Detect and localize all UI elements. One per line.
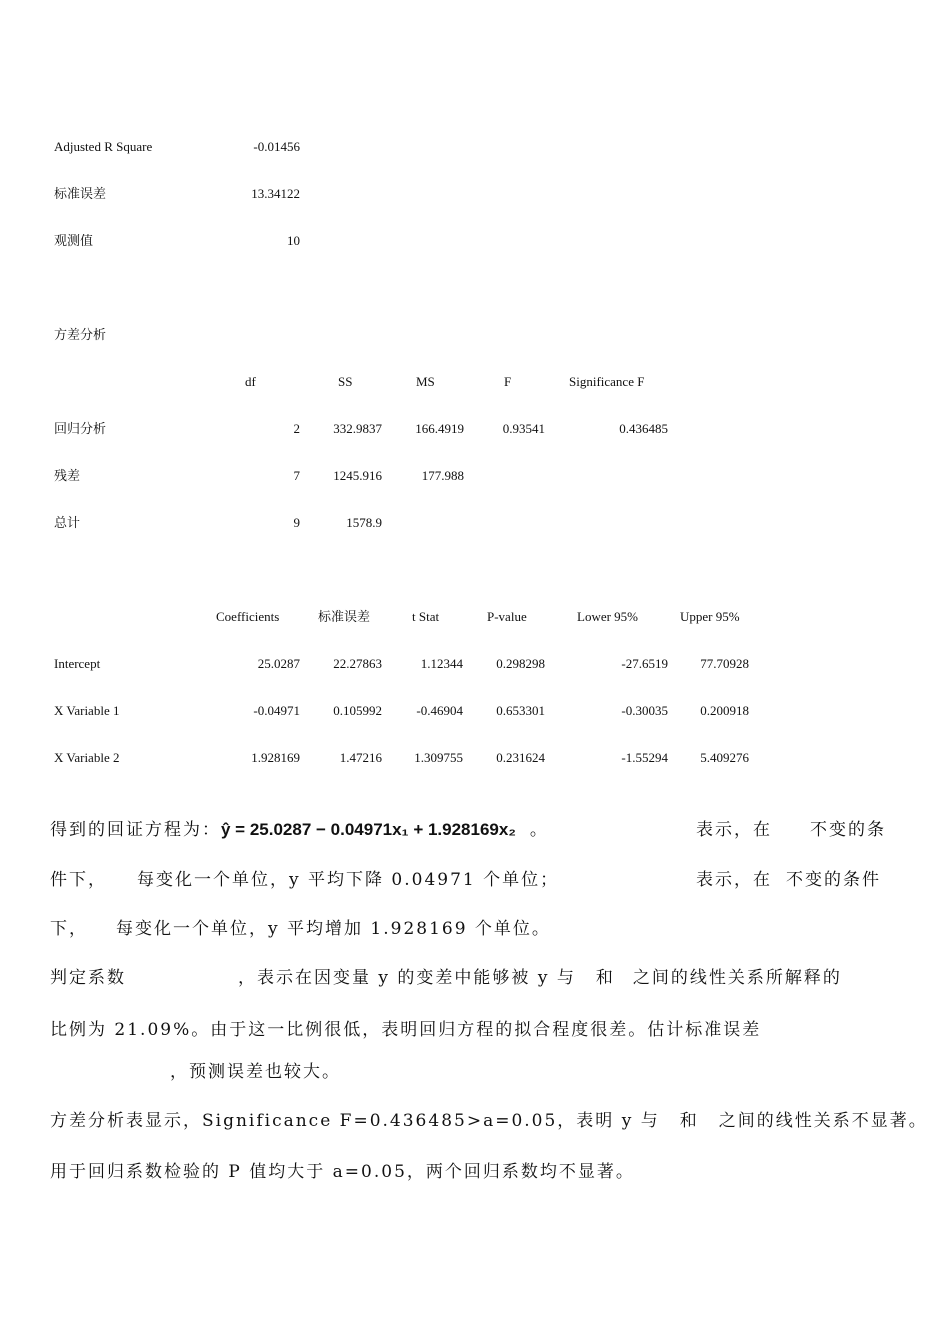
coef-cell: -1.55294: [621, 750, 668, 765]
para-line-7: [50, 1110, 928, 1132]
para-line-1: [50, 819, 549, 841]
para-line-2: [50, 869, 559, 891]
coef-cell: 0.231624: [496, 750, 545, 765]
text: 。: [529, 820, 549, 840]
anova-cell: 0.93541: [502, 421, 545, 436]
stat-value: -0.01456: [253, 139, 300, 154]
coef-cell: 0.298298: [496, 656, 545, 671]
regression-equation: ŷ = 25.0287 − 0.04971x₁ + 1.928169x₂: [221, 820, 516, 839]
text: ，表示在因变量 y 的变差中能够被 y 与: [238, 968, 576, 988]
coef-header: Lower 95%: [577, 609, 639, 624]
stat-value: 13.34122: [251, 186, 300, 201]
anova-title: 方差分析: [54, 327, 107, 342]
coef-cell: 0.200918: [700, 703, 749, 718]
coef-header: Upper 95%: [680, 609, 740, 624]
anova-header-f: F: [504, 374, 512, 389]
text: 件下，: [50, 870, 107, 890]
text: 判定系数: [50, 968, 126, 988]
coef-cell: 25.0287: [257, 656, 300, 671]
text: 之间的线性关系所解释的: [632, 968, 842, 988]
para-line-1-right: [696, 819, 886, 841]
para-line-2-right: [696, 869, 881, 891]
coef-header: 标准误差: [318, 609, 371, 624]
text: 每变化一个单位，y 平均增加 1.928169 个单位。: [116, 919, 551, 939]
text: 得到的回证方程为：: [50, 820, 221, 840]
stat-label: 标准误差: [54, 186, 107, 201]
anova-row-label: 总计: [54, 515, 81, 530]
anova-header-ms: MS: [416, 374, 435, 389]
text: 和: [679, 1111, 699, 1131]
coef-cell: 1.47216: [339, 750, 382, 765]
anova-cell: 2: [293, 421, 300, 436]
coef-header: P-value: [487, 609, 527, 624]
para-line-8: 用于回归系数检验的 P 值均大于 a=0.05，两个回归系数均不显著。: [50, 1162, 635, 1182]
coef-cell: -0.30035: [621, 703, 668, 718]
para-line-3: [50, 918, 551, 940]
para-line-5: 比例为 21.09%。由于这一比例很低，表明回归方程的拟合程度很差。估计标准误差: [50, 1020, 762, 1040]
anova-cell: 0.436485: [619, 421, 668, 436]
text: 不变的条: [810, 820, 886, 840]
coef-cell: 77.70928: [700, 656, 749, 671]
text: 表示，在: [696, 870, 772, 890]
coef-cell: 0.105992: [333, 703, 382, 718]
para-line-4: [50, 967, 842, 989]
coef-cell: -27.6519: [621, 656, 668, 671]
anova-cell: 1578.9: [346, 515, 382, 530]
text: 表示，在: [696, 820, 772, 840]
text: 方差分析表显示，Significance F=0.436485>a=0.05，表明 y 与: [50, 1111, 660, 1131]
anova-row-label: 残差: [54, 468, 81, 483]
anova-cell: 166.4919: [415, 421, 464, 436]
coef-cell: 22.27863: [333, 656, 382, 671]
anova-header-sigf: Significance F: [569, 374, 645, 389]
coef-header: t Stat: [412, 609, 440, 624]
stat-value: 10: [287, 233, 300, 248]
coef-cell: 1.309755: [414, 750, 463, 765]
anova-cell: 177.988: [421, 468, 464, 483]
stat-label: 观测值: [54, 233, 94, 248]
coef-cell: -0.04971: [253, 703, 300, 718]
text: 之间的线性关系不显著。: [718, 1111, 928, 1131]
coef-cell: 1.12344: [420, 656, 463, 671]
text: 和: [595, 968, 615, 988]
anova-cell: 7: [293, 468, 300, 483]
anova-cell: 9: [293, 515, 300, 530]
coef-row-label: Intercept: [54, 656, 101, 671]
coef-cell: 1.928169: [251, 750, 300, 765]
anova-header-df: df: [245, 374, 256, 389]
stat-label: Adjusted R Square: [54, 139, 153, 154]
text: 下，: [50, 919, 88, 939]
text: 不变的条件: [786, 870, 881, 890]
coef-cell: 5.409276: [700, 750, 749, 765]
coef-header: Coefficients: [216, 609, 280, 624]
text: 每变化一个单位，y 平均下降 0.04971 个单位；: [137, 870, 560, 890]
coef-row-label: X Variable 2: [54, 750, 120, 765]
coef-cell: 0.653301: [496, 703, 545, 718]
anova-header-ss: SS: [338, 374, 353, 389]
anova-row-label: 回归分析: [54, 421, 107, 436]
coef-row-label: X Variable 1: [54, 703, 120, 718]
coef-cell: -0.46904: [416, 703, 463, 718]
anova-cell: 1245.916: [333, 468, 382, 483]
para-line-6: ，预测误差也较大。: [170, 1062, 341, 1082]
anova-cell: 332.9837: [333, 421, 382, 436]
